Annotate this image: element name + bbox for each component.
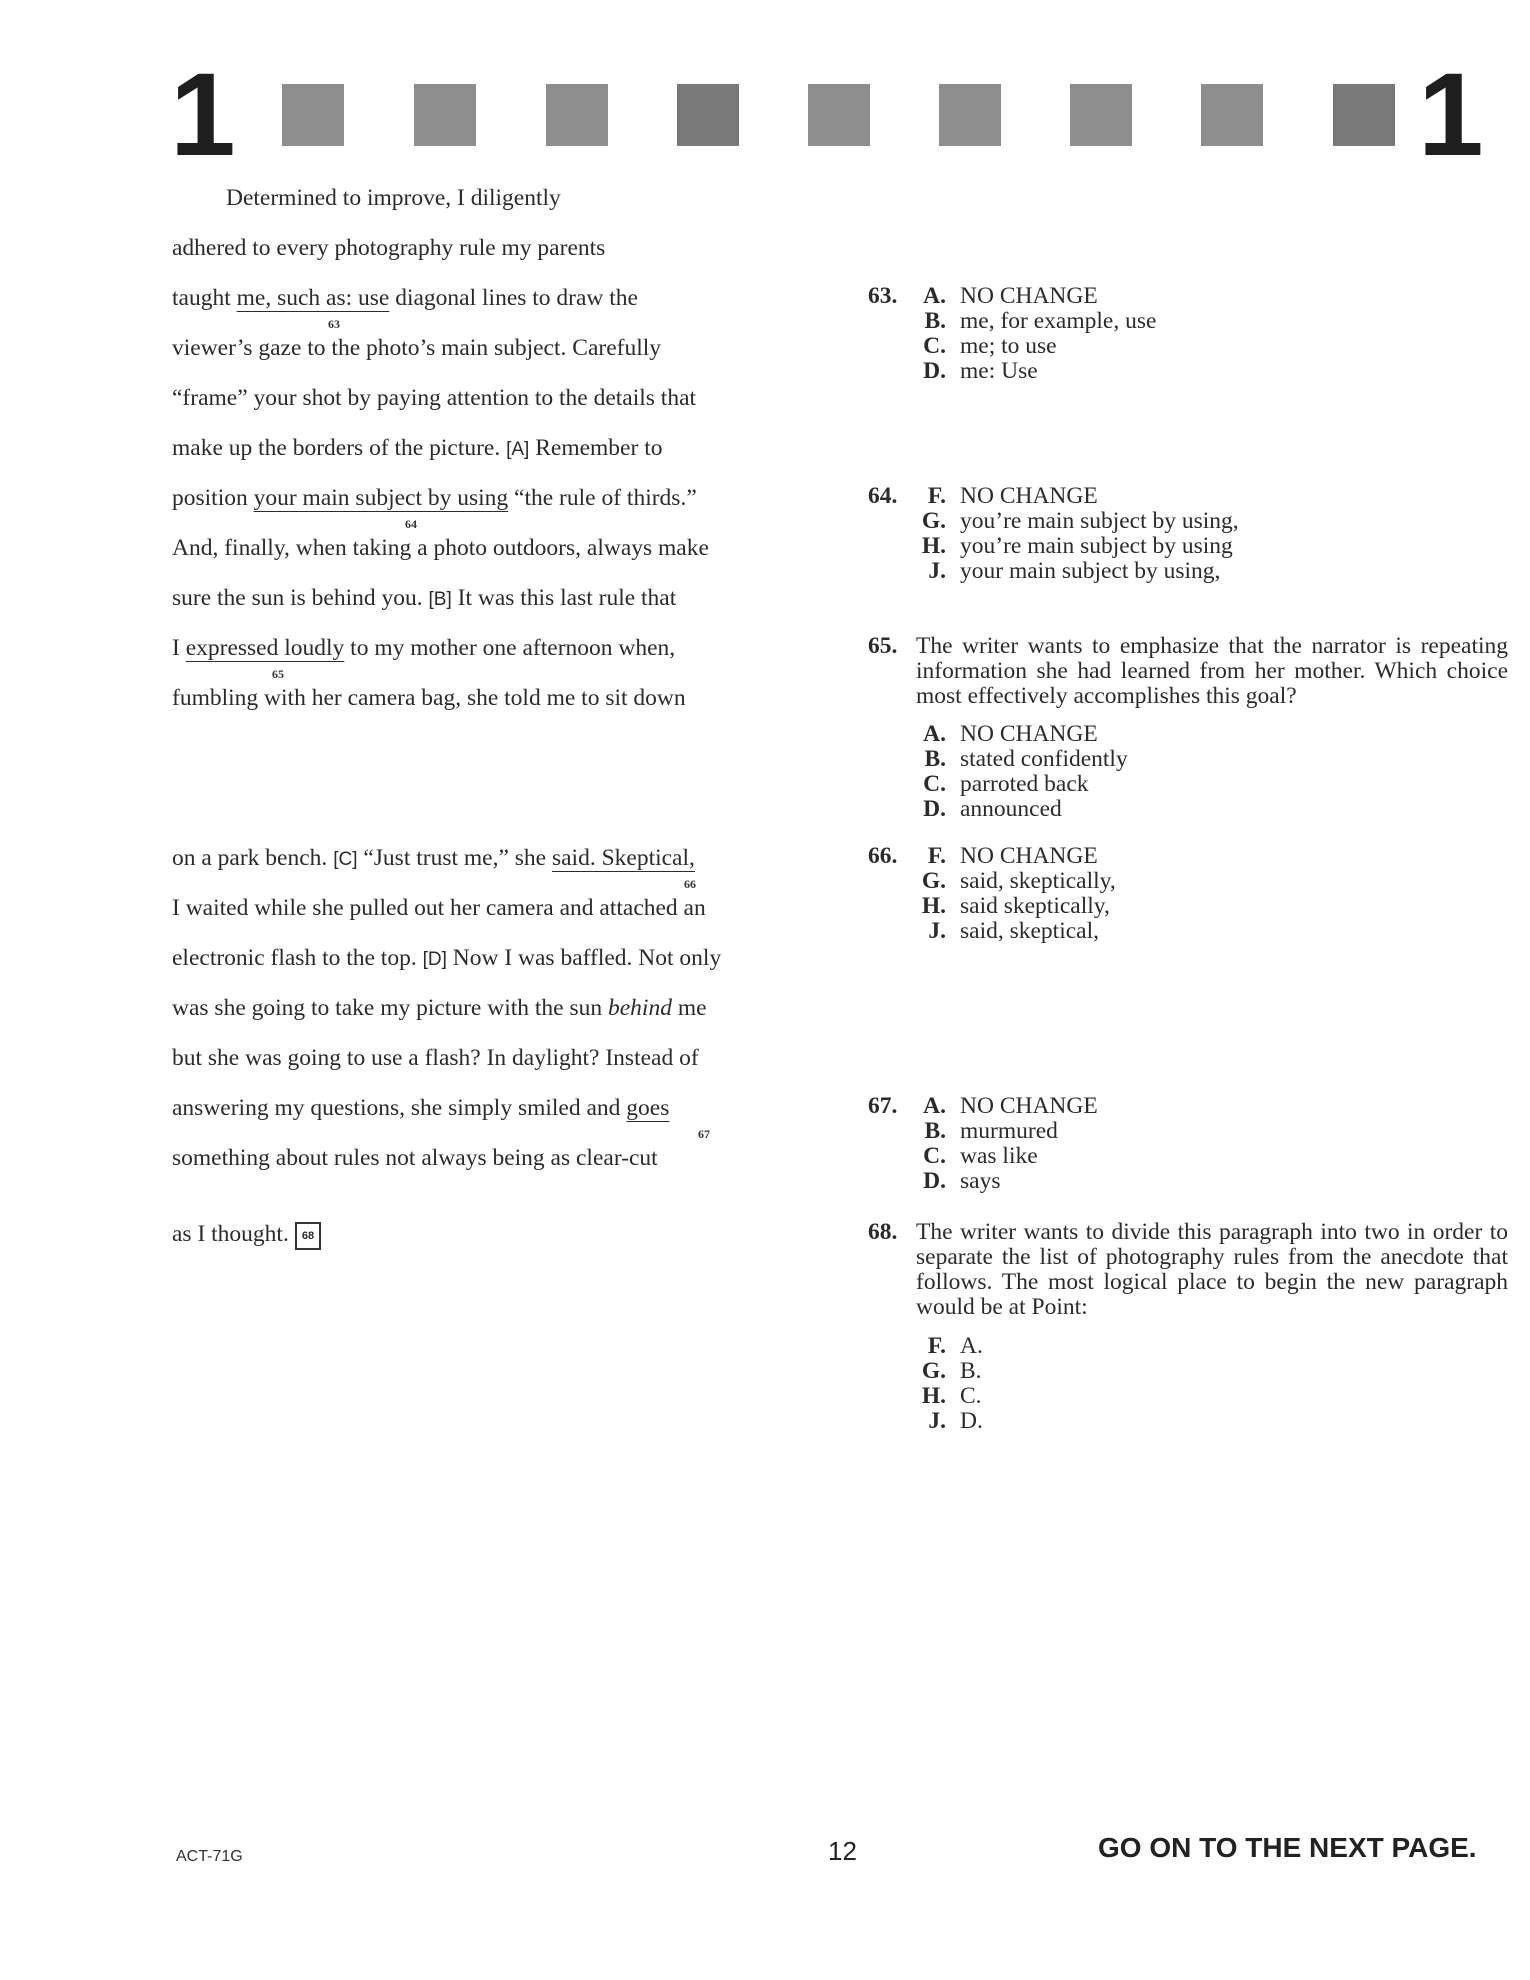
option-text[interactable]: NO CHANGE (960, 1093, 1098, 1119)
question-ref-65: 65 (272, 667, 284, 681)
section-number-left: 1 (170, 49, 236, 181)
passage-line: fumbling with her camera bag, she told me to sit down (172, 685, 686, 711)
header-block (1201, 84, 1263, 146)
header-block (677, 84, 739, 146)
option-letter[interactable]: G. (921, 1358, 946, 1384)
question-number: 67. (868, 1093, 898, 1119)
header-block (282, 84, 344, 146)
option-text[interactable]: A. (960, 1333, 983, 1359)
option-text[interactable]: your main subject by using, (960, 558, 1221, 584)
form-code: ACT-71G (176, 1848, 243, 1865)
option-text[interactable]: said, skeptical, (960, 918, 1100, 944)
question-stem: The writer wants to emphasize that the narrator is repeating information she had learned from her mother. Which choice most effectively accomplishes this goal? (916, 633, 1508, 709)
option-letter[interactable]: D. (923, 358, 946, 384)
option-text[interactable]: said skeptically, (960, 893, 1110, 919)
question-67 (868, 1094, 1508, 1194)
option-letter[interactable]: C. (923, 1143, 946, 1169)
option-letter[interactable]: G. (921, 508, 946, 534)
option-text[interactable]: me, for example, use (960, 308, 1157, 334)
option-letter[interactable]: A. (923, 721, 946, 747)
option-text[interactable]: NO CHANGE (960, 843, 1098, 869)
underlined-portion-65: expressed loudly (185, 635, 345, 661)
option-letter[interactable]: F. (927, 1333, 946, 1359)
passage-line: position your main subject by using “the rule of thirds.” (172, 485, 697, 511)
passage-line: make up the borders of the picture. [A] Remember to (172, 435, 663, 461)
question-68 (868, 1220, 1508, 1434)
option-letter[interactable]: C. (923, 333, 946, 359)
passage-line: Determined to improve, I diligently (226, 185, 561, 211)
option-letter[interactable]: B. (924, 308, 946, 334)
header-block (939, 84, 1001, 146)
point-marker-b: [B] (428, 589, 452, 610)
option-letter[interactable]: B. (924, 1118, 946, 1144)
option-letter[interactable]: D. (923, 796, 946, 822)
option-text[interactable]: NO CHANGE (960, 721, 1098, 747)
option-letter[interactable]: H. (921, 533, 946, 559)
underlined-portion-66: said. Skeptical, (551, 845, 695, 871)
question-box-68: 68 (295, 1222, 321, 1250)
option-text[interactable]: NO CHANGE (960, 283, 1098, 309)
section-number-right: 1 (1418, 49, 1484, 181)
option-text[interactable]: parroted back (960, 771, 1089, 797)
question-ref-67: 67 (698, 1127, 710, 1141)
passage-line: adhered to every photography rule my parents (172, 235, 606, 261)
option-letter[interactable]: B. (924, 746, 946, 772)
option-letter[interactable]: A. (923, 1093, 946, 1119)
question-66 (868, 844, 1508, 944)
passage-line: I waited while she pulled out her camera and attached an (172, 895, 706, 921)
option-letter[interactable]: J. (928, 918, 946, 944)
underlined-portion-64: your main subject by using (253, 485, 509, 511)
passage-line: something about rules not always being as clear-cut (172, 1145, 658, 1171)
question-65 (868, 634, 1508, 822)
point-marker-d: [D] (422, 949, 447, 970)
passage-line: as I thought. 68 (172, 1220, 321, 1250)
question-ref-64: 64 (405, 517, 417, 531)
question-number: 63. (868, 283, 898, 309)
passage-line: on a park bench. [C] “Just trust me,” she said. Skeptical, (172, 845, 695, 871)
passage-line: viewer’s gaze to the photo’s main subject. Carefully (172, 335, 662, 361)
header-block (414, 84, 476, 146)
passage-line: I expressed loudly to my mother one afternoon when, (172, 635, 676, 661)
header-block (808, 84, 870, 146)
option-text[interactable]: D. (960, 1408, 983, 1434)
underlined-portion-67: goes (626, 1095, 670, 1121)
option-text[interactable]: you’re main subject by using, (960, 508, 1239, 534)
option-text[interactable]: C. (960, 1383, 982, 1409)
passage-line: taught me, such as: use diagonal lines to draw the (172, 285, 638, 311)
header-block (546, 84, 608, 146)
option-text[interactable]: murmured (960, 1118, 1058, 1144)
next-page-notice: GO ON TO THE NEXT PAGE. (1098, 1832, 1477, 1863)
question-number: 65. (868, 633, 898, 659)
option-letter[interactable]: F. (927, 843, 946, 869)
page-number: 12 (828, 1836, 857, 1866)
option-letter[interactable]: H. (921, 1383, 946, 1409)
option-letter[interactable]: J. (928, 558, 946, 584)
option-text[interactable]: was like (960, 1143, 1038, 1169)
option-text[interactable]: said, skeptically, (960, 868, 1116, 894)
passage-line: sure the sun is behind you. [B] It was this last rule that (172, 585, 677, 611)
question-64 (868, 484, 1508, 584)
underlined-portion-63: me, such as: use (236, 285, 390, 311)
option-text[interactable]: me: Use (960, 358, 1038, 384)
option-text[interactable]: you’re main subject by using (960, 533, 1233, 559)
option-letter[interactable]: D. (923, 1168, 946, 1194)
option-text[interactable]: NO CHANGE (960, 483, 1098, 509)
header-block-strip (0, 84, 1530, 146)
option-letter[interactable]: F. (927, 483, 946, 509)
passage-line: answering my questions, she simply smiled and goes (172, 1095, 670, 1121)
option-text[interactable]: says (960, 1168, 1001, 1194)
option-letter[interactable]: C. (923, 771, 946, 797)
question-63 (868, 284, 1508, 384)
option-text[interactable]: B. (960, 1358, 982, 1384)
option-text[interactable]: announced (960, 796, 1062, 822)
question-number: 66. (868, 843, 898, 869)
option-text[interactable]: stated confidently (960, 746, 1128, 772)
option-letter[interactable]: H. (921, 893, 946, 919)
option-letter[interactable]: G. (921, 868, 946, 894)
question-ref-66: 66 (684, 877, 696, 891)
point-marker-c: [C] (333, 849, 358, 870)
question-number: 64. (868, 483, 898, 509)
option-text[interactable]: me; to use (960, 333, 1057, 359)
header-block (1070, 84, 1132, 146)
passage-line: “frame” your shot by paying attention to the details that (172, 385, 697, 411)
option-letter[interactable]: A. (923, 283, 946, 309)
point-marker-a: [A] (506, 439, 530, 460)
passage-line: electronic flash to the top. [D] Now I was baffled. Not only (172, 945, 722, 971)
question-stem: The writer wants to divide this paragraph into two in order to separate the list of photography rules from the anecdote that follows. The most logical place to begin the new paragraph would be at Point: (916, 1219, 1508, 1320)
passage-line: And, finally, when taking a photo outdoors, always make (172, 535, 709, 561)
passage-line: but she was going to use a flash? In daylight? Instead of (172, 1045, 699, 1071)
option-letter[interactable]: J. (928, 1408, 946, 1434)
question-ref-63: 63 (328, 317, 340, 331)
header-block (1333, 84, 1395, 146)
passage-line: was she going to take my picture with the sun behind me (172, 995, 707, 1021)
question-number: 68. (868, 1219, 898, 1245)
